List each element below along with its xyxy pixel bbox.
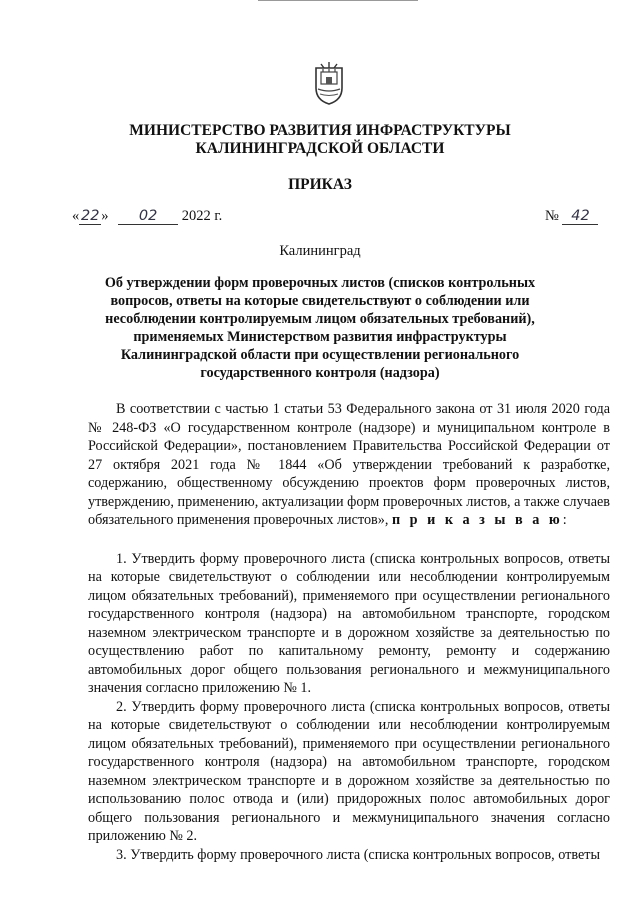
subject-line: несоблюдении контролируемым лицом обязательных требований), (105, 311, 535, 327)
subject-line: вопросов, ответы на которые свидетельствуют о соблюдении или (110, 293, 530, 309)
order-item-1: 1. Утвердить форму проверочного листа (списка контрольных вопросов, ответы на которые свидетельствуют о соблюдении или несоблюдении контролируемым лицом обязательных требований), применяемого при осуществлении регионального государственного контроля (надзора) на автомобильном транспорте, городском наземном электрическом транспорте и в дорожном хозяйстве за деятельностью по осуществлению работ по капитальному ремонту, ремонту и содержанию автомобильных дорог общего пользования регионального и межмуниципального значения согласно приложению № 1. (88, 550, 610, 696)
ministry-line-2: КАЛИНИНГРАДСКОЙ ОБЛАСТИ (195, 140, 445, 157)
date-month: 02 (118, 208, 178, 225)
order-subject (90, 274, 550, 382)
city-name: Калининград (279, 243, 361, 259)
top-scan-line (258, 0, 418, 1)
ministry-name (0, 122, 640, 158)
order-body (88, 400, 610, 864)
date-open-quote: « (72, 208, 80, 224)
preamble-text: В соответствии с частью 1 статьи 53 Федерального закона от 31 июля 2020 года № 248-ФЗ «О государственном контроле (надзоре) и муниципальном контроле в Российской Федерации», постановлением Правительства Российской Федерации от 27 октября 2021 года № 1844 «Об утверждении требований к разработке, содержанию, общественному обсуждению проектов форм проверочных листов, утверждению, применению, актуализации форм проверочных листов, а также случаев обязательного применения проверочных листов», (88, 401, 610, 528)
date-close-quote: » (101, 208, 109, 224)
coat-of-arms-icon (312, 62, 346, 106)
subject-line: применяемых Министерством развития инфраструктуры (133, 329, 507, 345)
date-year: 2022 г. (181, 208, 223, 224)
order-date (72, 208, 222, 225)
order-item-3: 3. Утвердить форму проверочного листа (списка контрольных вопросов, ответы (116, 846, 601, 863)
subject-line: Калининградской области при осуществлении регионального (120, 347, 520, 363)
date-day: 22 (81, 208, 100, 224)
order-colon: : (562, 512, 567, 528)
order-word: п р и к а з ы в а ю (391, 512, 563, 528)
subject-line: Об утверждении форм проверочных листов (списков контрольных (104, 275, 536, 291)
document-type-title: ПРИКАЗ (288, 176, 352, 193)
ministry-line-1: МИНИСТЕРСТВО РАЗВИТИЯ ИНФРАСТРУКТУРЫ (129, 122, 511, 139)
number-value: 42 (562, 208, 598, 225)
subject-line: государственного контроля (надзора) (200, 365, 440, 381)
number-label: № (545, 208, 559, 224)
order-number (545, 208, 598, 225)
preamble-paragraph (88, 400, 610, 530)
order-item-2: 2. Утвердить форму проверочного листа (списка контрольных вопросов, ответы на которые свидетельствуют о соблюдении или несоблюдении контролируемым лицом обязательных требований), применяемого при осуществлении регионального государственного контроля (надзора) на автомобильном транспорте, городском наземном электрическом транспорте и в дорожном хозяйстве за деятельностью по использованию полос отвода и (или) придорожных полос автомобильных дорог общего пользования регионального и межмуниципального значения согласно приложению № 2. (88, 698, 610, 844)
